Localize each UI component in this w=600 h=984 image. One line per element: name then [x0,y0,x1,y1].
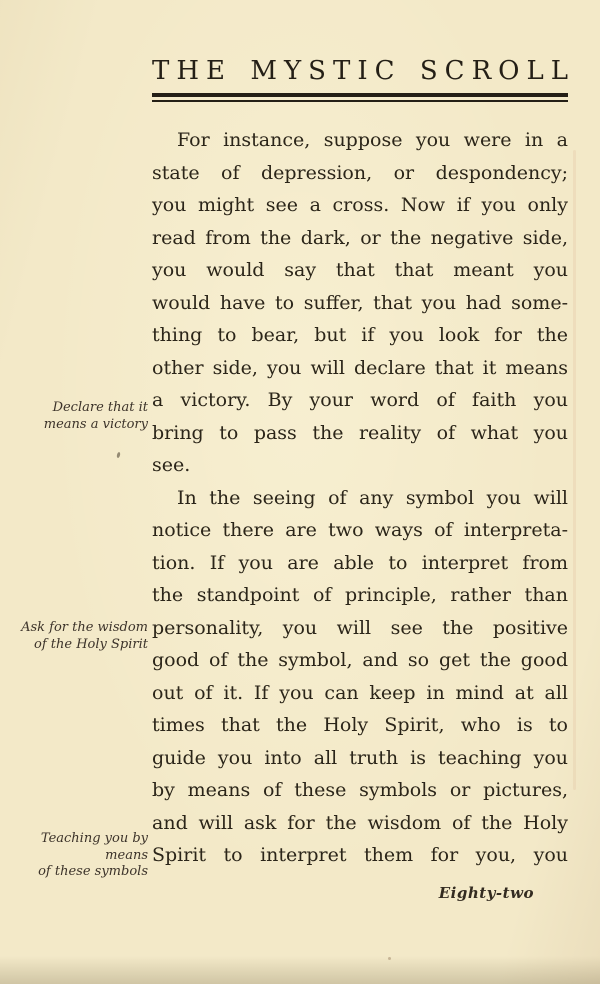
page-number: Eighty-two [438,884,534,902]
margin-note [14,400,148,433]
running-head-word: SCROLL [419,56,575,86]
body-line: a victory. By your word of faith you [152,389,568,411]
margin-note-line: Teaching you by means [40,831,148,863]
body-line: see. [152,454,191,476]
margin-note [14,620,148,653]
body-line: tion. If you are able to interpret from [152,551,568,574]
header-rule-thick [152,93,568,97]
body-line: good of the symbol, and so get the good [152,649,568,671]
header-rule-thin [152,100,568,102]
body-line: notice there are two ways of interpreta- [152,519,568,541]
body-line: In the seeing of any symbol you will [177,486,568,509]
margin-note-line: Ask for the wisdom [21,620,148,635]
body-line: and will ask for the wisdom of the Holy [152,811,568,834]
body-line: times that the Holy Spirit, who is to [152,714,568,736]
margin-note [14,831,148,881]
body-line: would have to suffer, that you had some- [152,291,568,314]
scan-bottom-shadow [0,956,600,984]
margin-note-line: means a victory [43,416,148,432]
body-line: thing to bear, but if you look for the [152,324,568,346]
body-line: you might see a cross. Now if you only [152,194,568,216]
margin-note-line: Declare that it [52,400,148,415]
margin-note-line: of the Holy Spirit [34,636,148,652]
body-text [152,124,568,872]
body-line: guide you into all truth is teaching you [152,746,568,769]
margin-note-line: of these symbols [38,864,148,879]
running-head-word: MYSTIC [250,56,402,86]
body-line: state of depression, or despondency; [152,161,568,184]
body-line: Spirit to interpret them for you, you [152,844,568,866]
body-line: other side, you will declare that it means [152,356,568,379]
body-line: the standpoint of principle, rather than [152,584,568,606]
scan-edge-streak [573,150,576,790]
body-line: read from the dark, or the negative side, [152,226,568,249]
body-line: personality, you will see the positive [152,616,568,639]
running-head-word: THE [152,56,232,86]
body-line: you would say that that meant you [152,259,568,281]
body-line: For instance, suppose you were in a [177,129,568,151]
ink-speck [116,452,120,459]
running-head [152,56,575,86]
body-line: bring to pass the reality of what you [152,421,568,444]
body-line: out of it. If you can keep in mind at all [152,681,568,704]
body-line: by means of these symbols or pictures, [152,779,568,801]
